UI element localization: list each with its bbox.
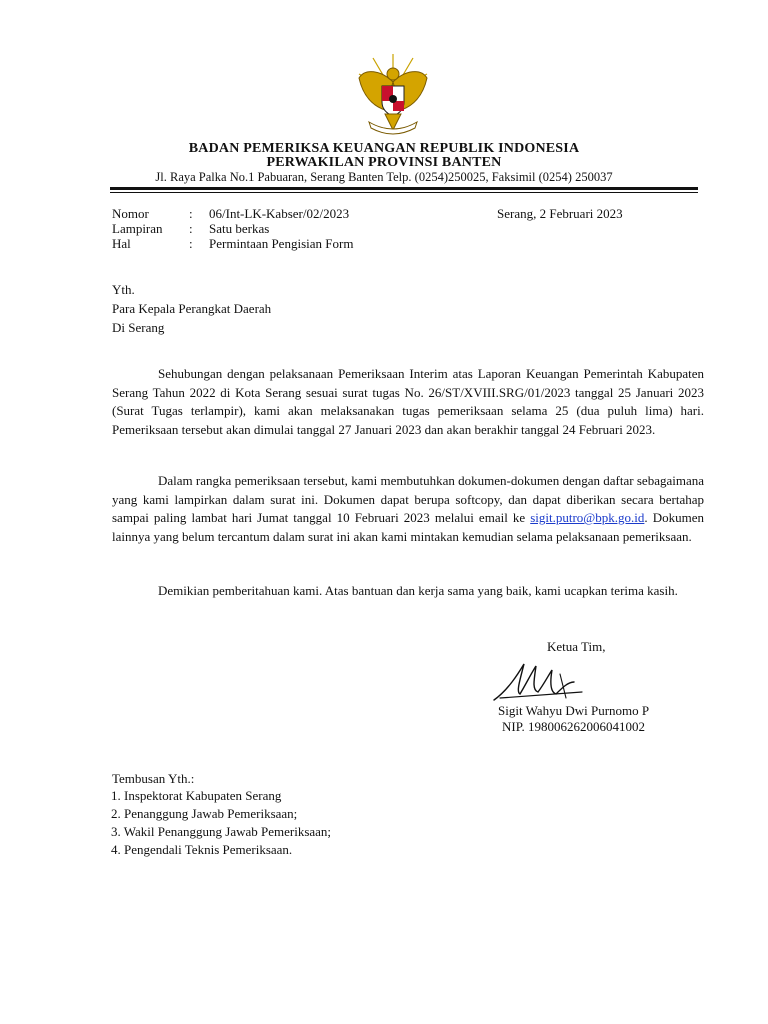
list-item: 1. Inspektorat Kabupaten Serang bbox=[111, 788, 282, 803]
paragraph-text: Dalam rangka pemeriksaan tersebut, kami membutuhkan dokumen-dokumen dengan daftar sebagaimana yang kami lampirkan dalam surat ini. Dokumen dapat berupa softcopy, dan dapat diberikan secara bertahap sampai paling lambat hari Jumat tanggal 10 Februari 2023 melalui email ke bbox=[112, 473, 704, 525]
meta-key: Lampiran bbox=[112, 221, 163, 236]
handwritten-signature-icon bbox=[490, 654, 590, 704]
cc-heading: Tembusan Yth.: bbox=[112, 771, 195, 786]
org-branch: PERWAKILAN PROVINSI BANTEN bbox=[266, 155, 502, 170]
org-name: BADAN PEMERIKSA KEUANGAN REPUBLIK INDONESIA bbox=[188, 141, 580, 156]
paragraph-text: Sehubungan dengan pelaksanaan Pemeriksaan Interim atas Laporan Keuangan Pemerintah Kabupaten Serang Tahun 2022 di Kota Serang sesuai surat tugas No. 26/ST/XVIII.SRG/01/2023 tanggal 25 Januari 2023 (Surat Tugas terlampir), kami akan melaksanakan tugas pemeriksaan selama 25 (dua puluh lima) hari. Pemeriksaan tersebut akan dimulai tanggal 27 Januari 2023 dan akan berakhir tanggal 24 Februari 2023. bbox=[112, 366, 704, 437]
list-item: 4. Pengendali Teknis Pemeriksaan. bbox=[111, 842, 293, 857]
cc-list bbox=[111, 787, 331, 859]
header-rule-thin bbox=[110, 192, 698, 193]
paragraph-text: . Dokumen lainnya yang belum tercantum dalam surat ini akan kami mintakan kemudian selama pelaksanaan pemeriksaan. bbox=[112, 510, 704, 544]
recipient-location: Di Serang bbox=[112, 320, 165, 335]
meta-value: Satu berkas bbox=[209, 221, 270, 236]
org-address: Jl. Raya Palka No.1 Pabuaran, Serang Banten Telp. (0254)250025, Faksimil (0254) 250037 bbox=[155, 170, 613, 184]
meta-sep: : bbox=[189, 236, 193, 251]
paragraph-text: Demikian pemberitahuan kami. Atas bantuan dan kerja sama yang baik, kami ucapkan terima kasih. bbox=[158, 583, 678, 598]
list-item: 2. Penanggung Jawab Pemeriksaan; bbox=[111, 806, 298, 821]
body-paragraph-3 bbox=[112, 582, 704, 601]
meta-key: Nomor bbox=[112, 206, 149, 221]
meta-key: Hal bbox=[112, 236, 131, 251]
place-date: Serang, 2 Februari 2023 bbox=[497, 206, 623, 221]
email-link[interactable]: sigit.putro@bpk.go.id bbox=[530, 510, 645, 525]
signatory-nip: NIP. 198006262006041002 bbox=[502, 719, 646, 734]
signatory-name: Sigit Wahyu Dwi Purnomo P bbox=[498, 703, 650, 718]
recipient-block bbox=[112, 280, 271, 337]
body-paragraph-1 bbox=[112, 365, 704, 439]
header-rule-thick bbox=[110, 187, 698, 190]
meta-value: Permintaan Pengisian Form bbox=[209, 236, 354, 251]
meta-sep: : bbox=[189, 221, 193, 236]
recipient-salutation: Yth. bbox=[112, 282, 135, 297]
garuda-emblem-icon bbox=[355, 52, 431, 138]
list-item: 3. Wakil Penanggung Jawab Pemeriksaan; bbox=[111, 824, 332, 839]
body-paragraph-2 bbox=[112, 472, 704, 546]
signature-title: Ketua Tim, bbox=[547, 639, 606, 654]
meta-sep: : bbox=[189, 206, 193, 221]
recipient-name: Para Kepala Perangkat Daerah bbox=[112, 301, 272, 316]
meta-value: 06/Int-LK-Kabser/02/2023 bbox=[209, 206, 350, 221]
